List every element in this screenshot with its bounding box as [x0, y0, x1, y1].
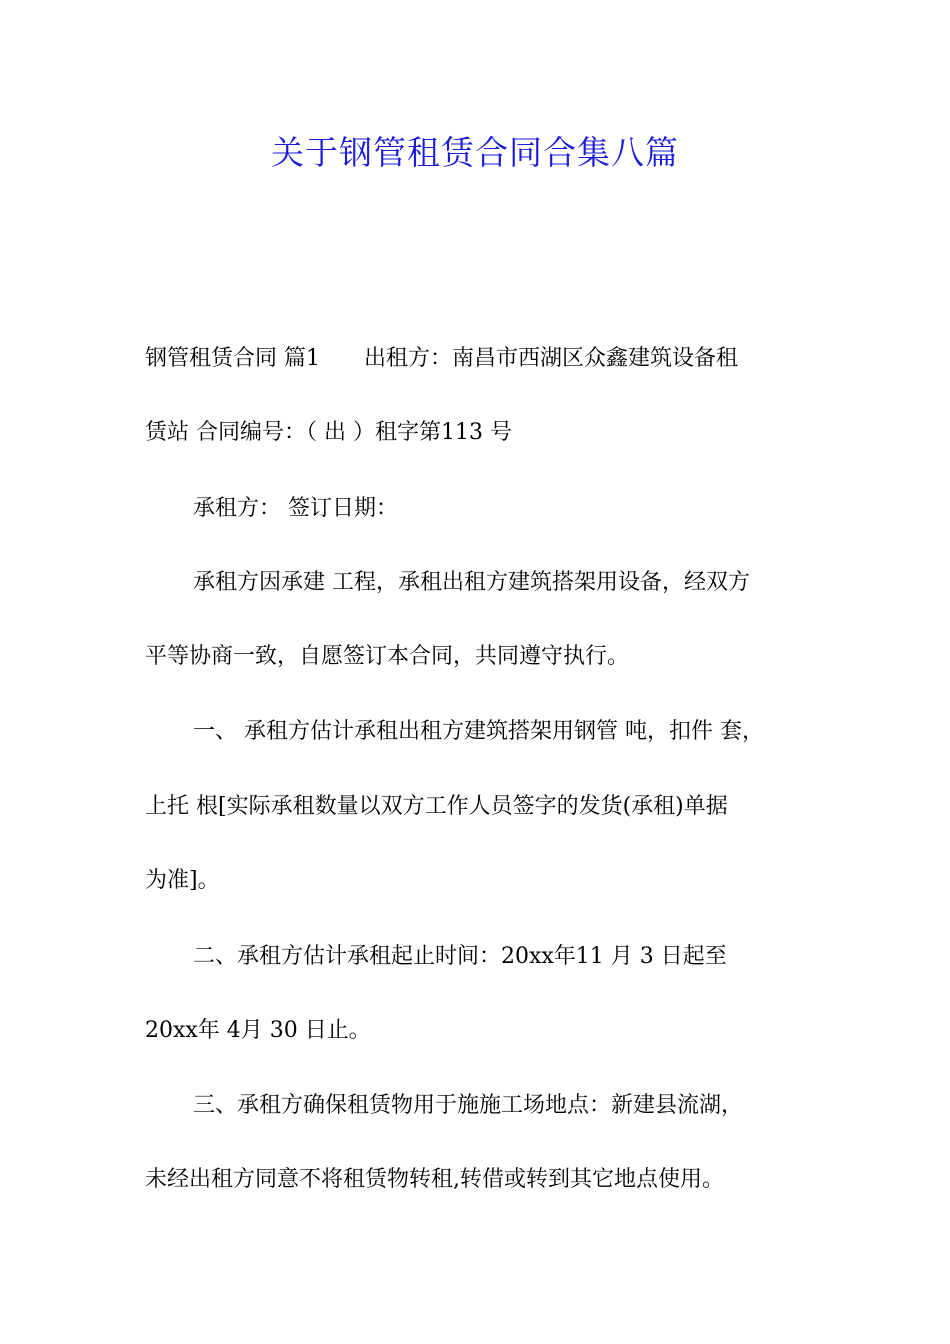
paragraph-line: 赁站 合同编号：（ 出 ）租字第113 号 [145, 420, 512, 445]
paragraph-line: 20xx年 4月 30 日止。 [145, 1018, 371, 1043]
paragraph-line: 为准]。 [145, 868, 220, 893]
paragraph-line: 承租方因承建 工程，承租出租方建筑搭架用设备，经双方 [193, 570, 750, 595]
paragraph-line: 二、承租方估计承租起止时间：20xx年11 月 3 日起至 [193, 944, 727, 969]
paragraph-line: 一、 承租方估计承租出租方建筑搭架用钢管 吨，扣件 套， [193, 719, 764, 744]
paragraph-line: 平等协商一致，自愿签订本合同，共同遵守执行。 [145, 644, 630, 669]
paragraph-line: 上托 根[实际承租数量以双方工作人员签字的发货(承租)单据 [145, 794, 728, 819]
paragraph-line: 承租方： 签订日期： [193, 496, 398, 521]
paragraph-line: 未经出租方同意不将租赁物转租,转借或转到其它地点使用。 [145, 1167, 724, 1192]
paragraph-line: 三、承租方确保租赁物用于施施工场地点：新建县流湖， [193, 1093, 744, 1118]
paragraph-line: 钢管租赁合同 篇1 出租方：南昌市西湖区众鑫建筑设备租 [145, 346, 738, 371]
document-title: 关于钢管租赁合同合集八篇 [271, 133, 679, 172]
